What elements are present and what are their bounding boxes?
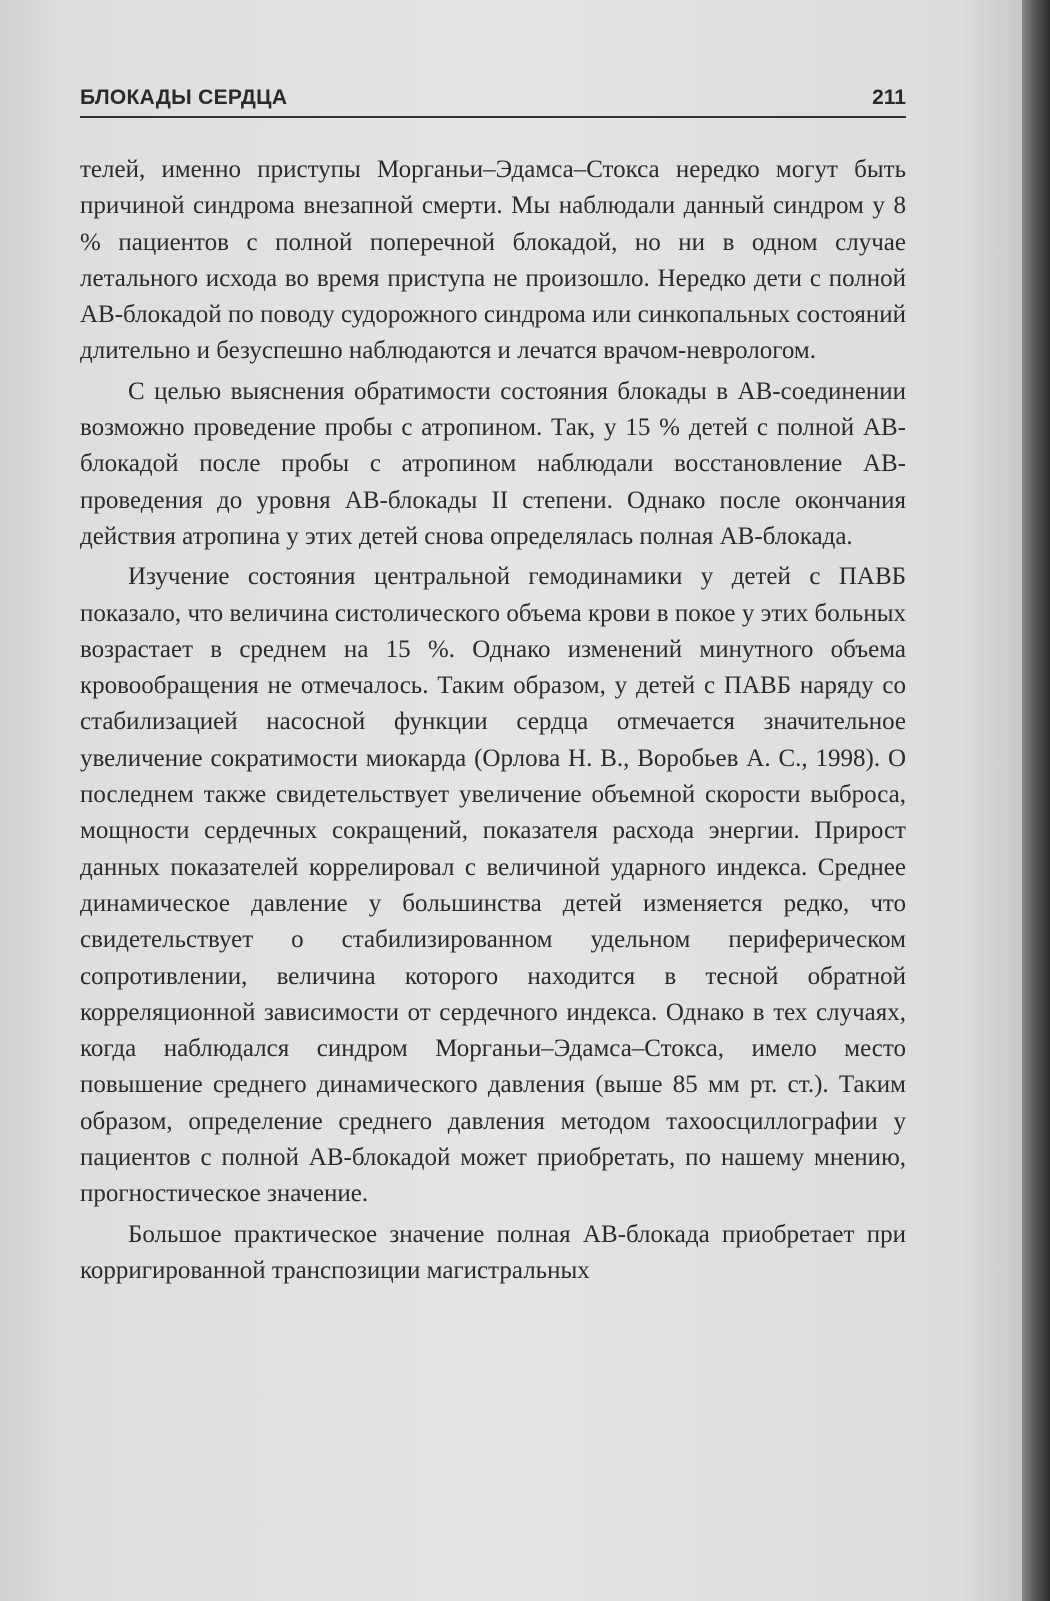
paragraph-4: Большое практическое значение полная АВ-блокада приобретает при корригированной транспозиции магистральных: [80, 1220, 906, 1284]
paragraph-3: Изучение состояния центральной гемодинамики у детей с ПАВБ показало, что величина систолического объема крови в покое у этих больных возрастает в среднем на 15 %. Однако изменений минутного объема кровообращения не отмечалось. Таким образом, у детей с ПАВБ наряду со стабилизацией насосной функции сердца отмечается значительное увеличение сократимости миокарда (Орлова Н. В., Воробьев А. С., 1998). О последнем также свидетельствует увеличение объемной скорости выброса, мощности сердечных сокращений, показателя расхода энергии. Прирост данных показателей коррелировал с величиной ударного индекса. Среднее динамическое давление у большинства детей изменяется редко, что свидетельствует о стабилизированном удельном периферическом сопротивлении, величина которого находится в тесной обратной корреляционной зависимости от сердечного индекса. Однако в тех случаях, когда наблюдался синдром Морганьи–Эдамса–Стокса, имело место повышение среднего динамического давления (выше 85 мм рт. ст.). Таким образом, определение среднего давления методом тахоосциллографии у пациентов с полной АВ-блокадой может приобретать, по нашему мнению, прогностическое значение.: [80, 563, 906, 1208]
paragraph-1: телей, именно приступы Морганьи–Эдамса–Стокса нередко могут быть причиной синдрома внезапной смерти. Мы наблюдали данный синдром у 8 % пациентов с полной поперечной блокадой, но ни в одном случае летального исхода во время приступа не произошло. Нередко дети с полной АВ-блокадой по поводу судорожного синдрома или синкопальных состояний длительно и безуспешно наблюдаются и лечатся врачом-неврологом.: [80, 156, 906, 365]
running-header: [80, 84, 906, 118]
book-spine-shadow: [1022, 0, 1050, 1601]
running-header-title: БЛОКАДЫ СЕРДЦА: [80, 86, 288, 109]
paragraph-2: С целью выяснения обратимости состояния блокады в АВ-соединении возможно проведение пробы с атропином. Так, у 15 % детей с полной АВ-блокадой после пробы с атропином наблюдали восстановление АВ-проведения до уровня АВ-блокады II степени. Однако после окончания действия атропина у этих детей снова определялась полная АВ-блокада.: [80, 377, 906, 550]
page-number: 211: [872, 86, 906, 109]
body-text: [80, 152, 906, 1293]
